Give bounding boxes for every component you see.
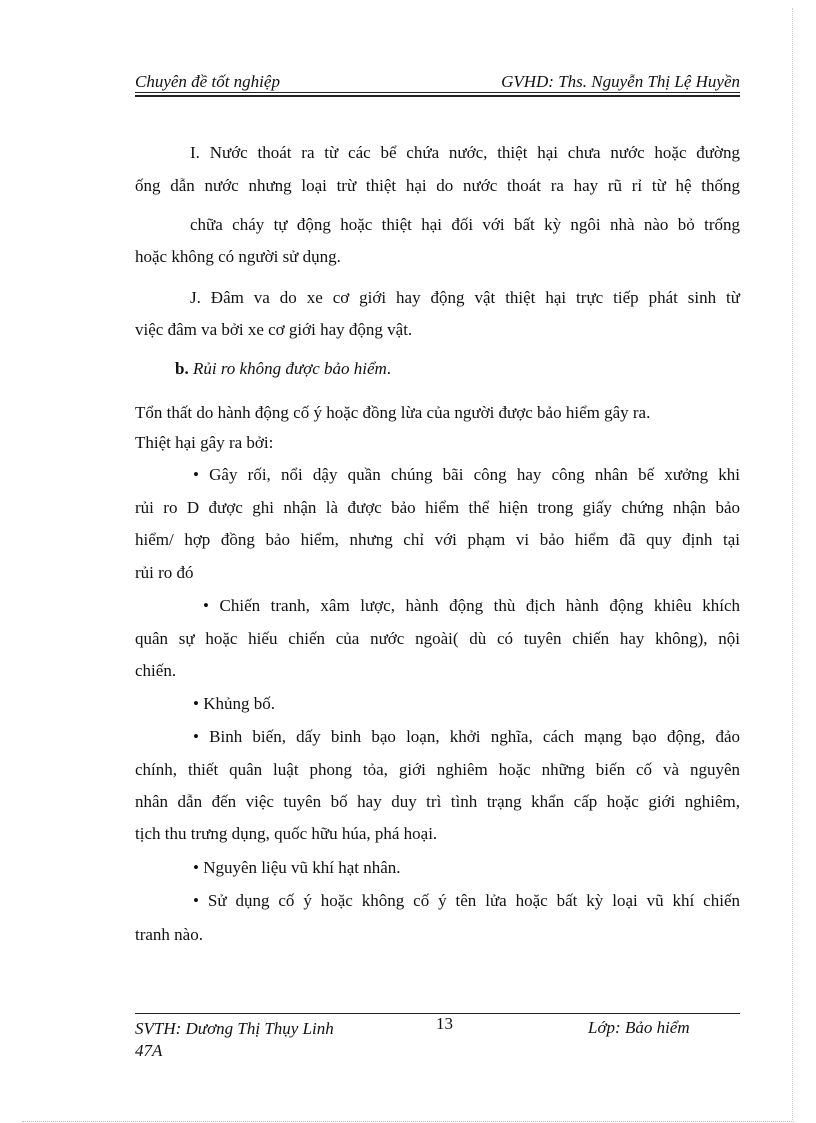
body-line: rủi ro D được ghi nhận là được bảo hiểm thể hiện trong giấy chứng nhận bảo bbox=[135, 498, 740, 517]
body-line: chiến. bbox=[135, 661, 177, 680]
body-line: quân sự hoặc hiếu chiến của nước ngoài( dù có tuyên chiến hay không), nội bbox=[135, 629, 740, 648]
page-number: 13 bbox=[436, 1014, 453, 1033]
page-header bbox=[135, 70, 740, 92]
body-line: rủi ro đó bbox=[135, 563, 194, 582]
header-left: Chuyên đề tốt nghiệp bbox=[135, 72, 280, 91]
body-line: hiểm/ hợp đồng bảo hiểm, nhưng chỉ với phạm vi bảo hiểm đã quy định tại bbox=[135, 530, 740, 549]
footer-student-class: 47A bbox=[135, 1041, 163, 1060]
footer-student-name: SVTH: Dương Thị Thụy Linh bbox=[135, 1019, 334, 1038]
body-line: J. Đâm va do xe cơ giới hay động vật thiệt hại trực tiếp phát sinh từ bbox=[190, 288, 740, 307]
bullet-line: • Sử dụng cố ý hoặc không cố ý tên lửa hoặc bất kỳ loại vũ khí chiến bbox=[193, 891, 740, 910]
section-heading bbox=[175, 359, 391, 379]
bullet-line: • Gây rối, nổi dậy quần chúng bãi công hay công nhân bế xưởng khi bbox=[193, 465, 740, 484]
bullet-line: • Nguyên liệu vũ khí hạt nhân. bbox=[193, 858, 401, 877]
header-rule bbox=[135, 92, 740, 93]
body-line: ống dẫn nước nhưng loại trừ thiệt hại do nước thoát ra hay rũ rỉ từ hệ thống bbox=[135, 176, 740, 195]
header-right: GVHD: Ths. Nguyễn Thị Lệ Huyền bbox=[501, 72, 740, 91]
section-title-end: . bbox=[386, 359, 392, 378]
body-line: việc đâm va bởi xe cơ giới hay động vật. bbox=[135, 320, 413, 339]
body-line: chính, thiết quân luật phong tỏa, giới nghiêm hoặc những biến cố và nguyên bbox=[135, 760, 740, 779]
bullet-line: • Khủng bố. bbox=[193, 694, 275, 713]
body-line: nhân dẫn đến việc tuyên bố hay duy trì tình trạng khẩn cấp hoặc giới nghiêm, bbox=[135, 792, 740, 811]
header-rule-thick bbox=[135, 95, 740, 97]
body-line: chữa cháy tự động hoặc thiệt hại đối với bất kỳ ngôi nhà nào bỏ trống bbox=[190, 215, 740, 234]
body-line: hoặc không có người sử dụng. bbox=[135, 247, 341, 266]
footer-student bbox=[135, 1018, 334, 1062]
body-line: Thiệt hại gây ra bởi: bbox=[135, 433, 274, 452]
bullet-line: • Binh biến, dấy binh bạo loạn, khởi nghĩa, cách mạng bạo động, đảo bbox=[193, 727, 740, 746]
body-line: tranh nào. bbox=[135, 925, 203, 944]
footer-class: Lớp: Bảo hiểm bbox=[588, 1018, 690, 1037]
section-title: Rủi ro không được bảo hiểm bbox=[192, 359, 387, 378]
body-line: Tổn thất do hành động cố ý hoặc đồng lừa của người được bảo hiểm gây ra. bbox=[135, 403, 651, 422]
body-line: I. Nước thoát ra từ các bể chứa nước, thiệt hại chưa nước hoặc đường bbox=[190, 143, 740, 162]
bullet-line: • Chiến tranh, xâm lược, hành động thù địch hành động khiêu khích bbox=[203, 596, 740, 615]
section-number: b. bbox=[175, 359, 189, 378]
page-edge-bottom bbox=[22, 1121, 794, 1122]
body-line: tịch thu trưng dụng, quốc hữu húa, phá hoại. bbox=[135, 824, 438, 843]
page-edge-right bbox=[792, 8, 793, 1120]
